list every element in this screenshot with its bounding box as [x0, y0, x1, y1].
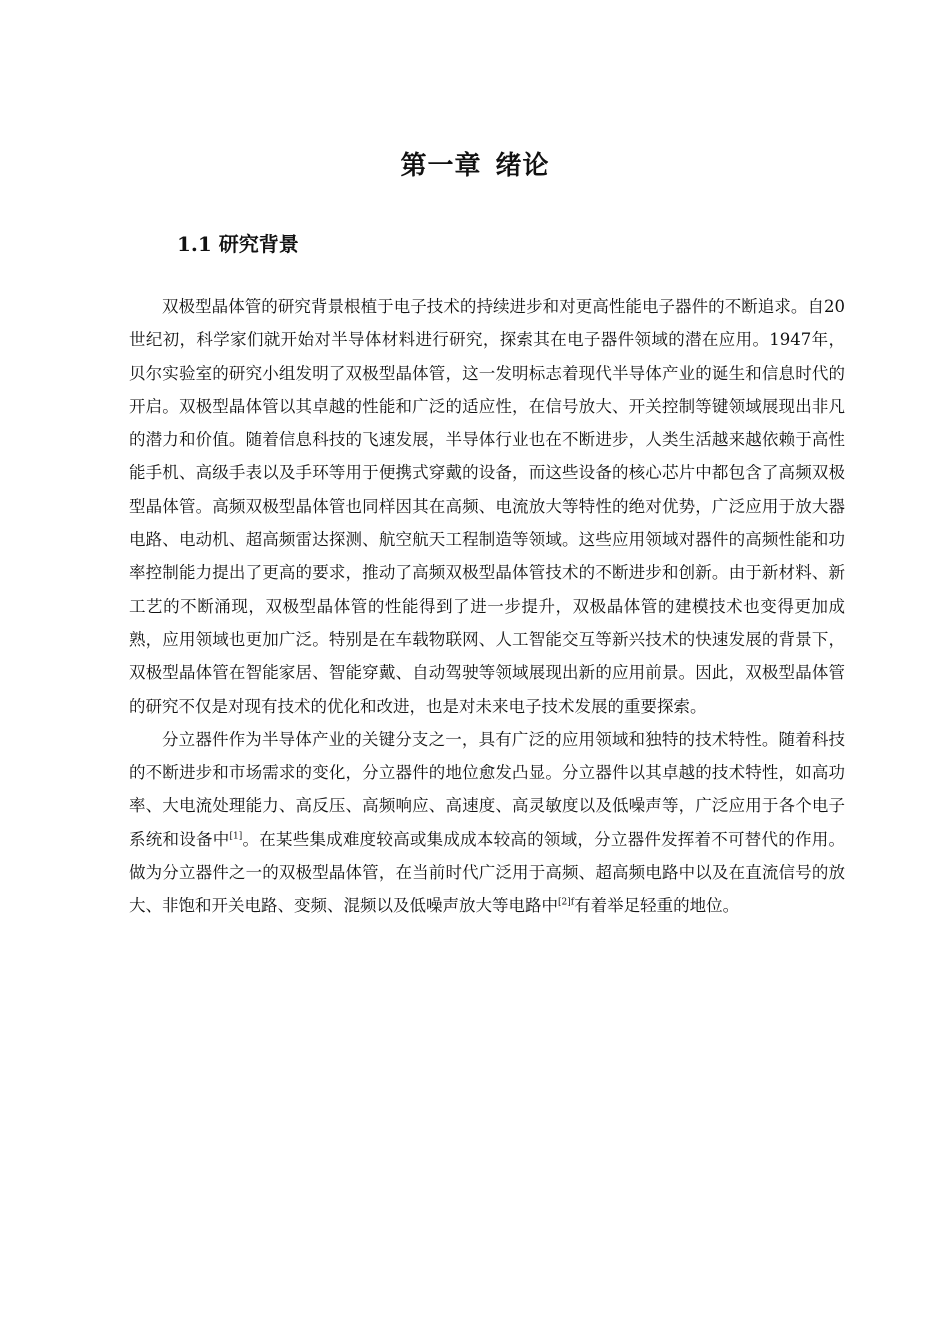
citation-2-stray-mark: f — [570, 897, 575, 908]
section-title — [177, 228, 299, 260]
paragraph-2 — [129, 723, 845, 923]
section-body — [129, 290, 845, 923]
chapter-title — [0, 146, 950, 186]
paragraph-2-part-1: 分立器件作为半导体产业的关键分支之一，具有广泛的应用领域和独特的技术特性。随着科技的不断进步和市场需求的变化，分立器件的地位愈发凸显。分立器件以其卓越的技术特性，如高功率、大电流处理能力、高反压、高频响应、高速度、高灵敏度以及低噪声等，广泛应用于各个电子系统和设备中 — [129, 729, 845, 849]
paragraph-1: 双极型晶体管的研究背景根植于电子技术的持续进步和对更高性能电子器件的不断追求。自20世纪初，科学家们就开始对半导体材料进行研究，探索其在电子器件领域的潜在应用。1947年，贝尔实验室的研究小组发明了双极型晶体管，这一发明标志着现代半导体产业的诞生和信息时代的开启。双极型晶体管以其卓越的性能和广泛的适应性，在信号放大、开关控制等键领域展现出非凡的潜力和价值。随着信息科技的飞速发展，半导体行业也在不断进步，人类生活越来越依赖于高性能手机、高级手表以及手环等用于便携式穿戴的设备，而这些设备的核心芯片中都包含了高频双极型晶体管。高频双极型晶体管也同样因其在高频、电流放大等特性的绝对优势，广泛应用于放大器电路、电动机、超高频雷达探测、航空航天工程制造等领域。这些应用领域对器件的高频性能和功率控制能力提出了更高的要求，推动了高频双极型晶体管技术的不断进步和创新。由于新材料、新工艺的不断涌现，双极型晶体管的性能得到了进一步提升，双极晶体管的建模技术也变得更加成熟，应用领域也更加广泛。特别是在车载物联网、人工智能交互等新兴技术的快速发展的背景下，双极型晶体管在智能家居、智能穿戴、自动驾驶等领域展现出新的应用前景。因此，双极型晶体管的研究不仅是对现有技术的优化和改进，也是对未来电子技术发展的重要探索。 — [129, 297, 845, 716]
chapter-name: 绪论 — [495, 151, 550, 181]
citation-2[interactable]: [2] — [558, 897, 571, 908]
section-number: 1.1 — [177, 232, 212, 256]
citation-1[interactable]: [1] — [229, 831, 243, 842]
paragraph-2-part-2: 。在某些集成难度较高或集成成本较高的领域，分立器件发挥着不可替代的作用。做为分立器件之一的双极型晶体管，在当前时代广泛用于高频、超高频电路中以及在直流信号的放大、非饱和开关电路、变频、混频以及低噪声放大等电路中 — [129, 829, 846, 916]
chapter-label: 第一章 — [400, 151, 482, 181]
section-name: 研究背景 — [218, 232, 299, 256]
paragraph-2-part-3: 有着举足轻重的地位。 — [574, 896, 740, 916]
